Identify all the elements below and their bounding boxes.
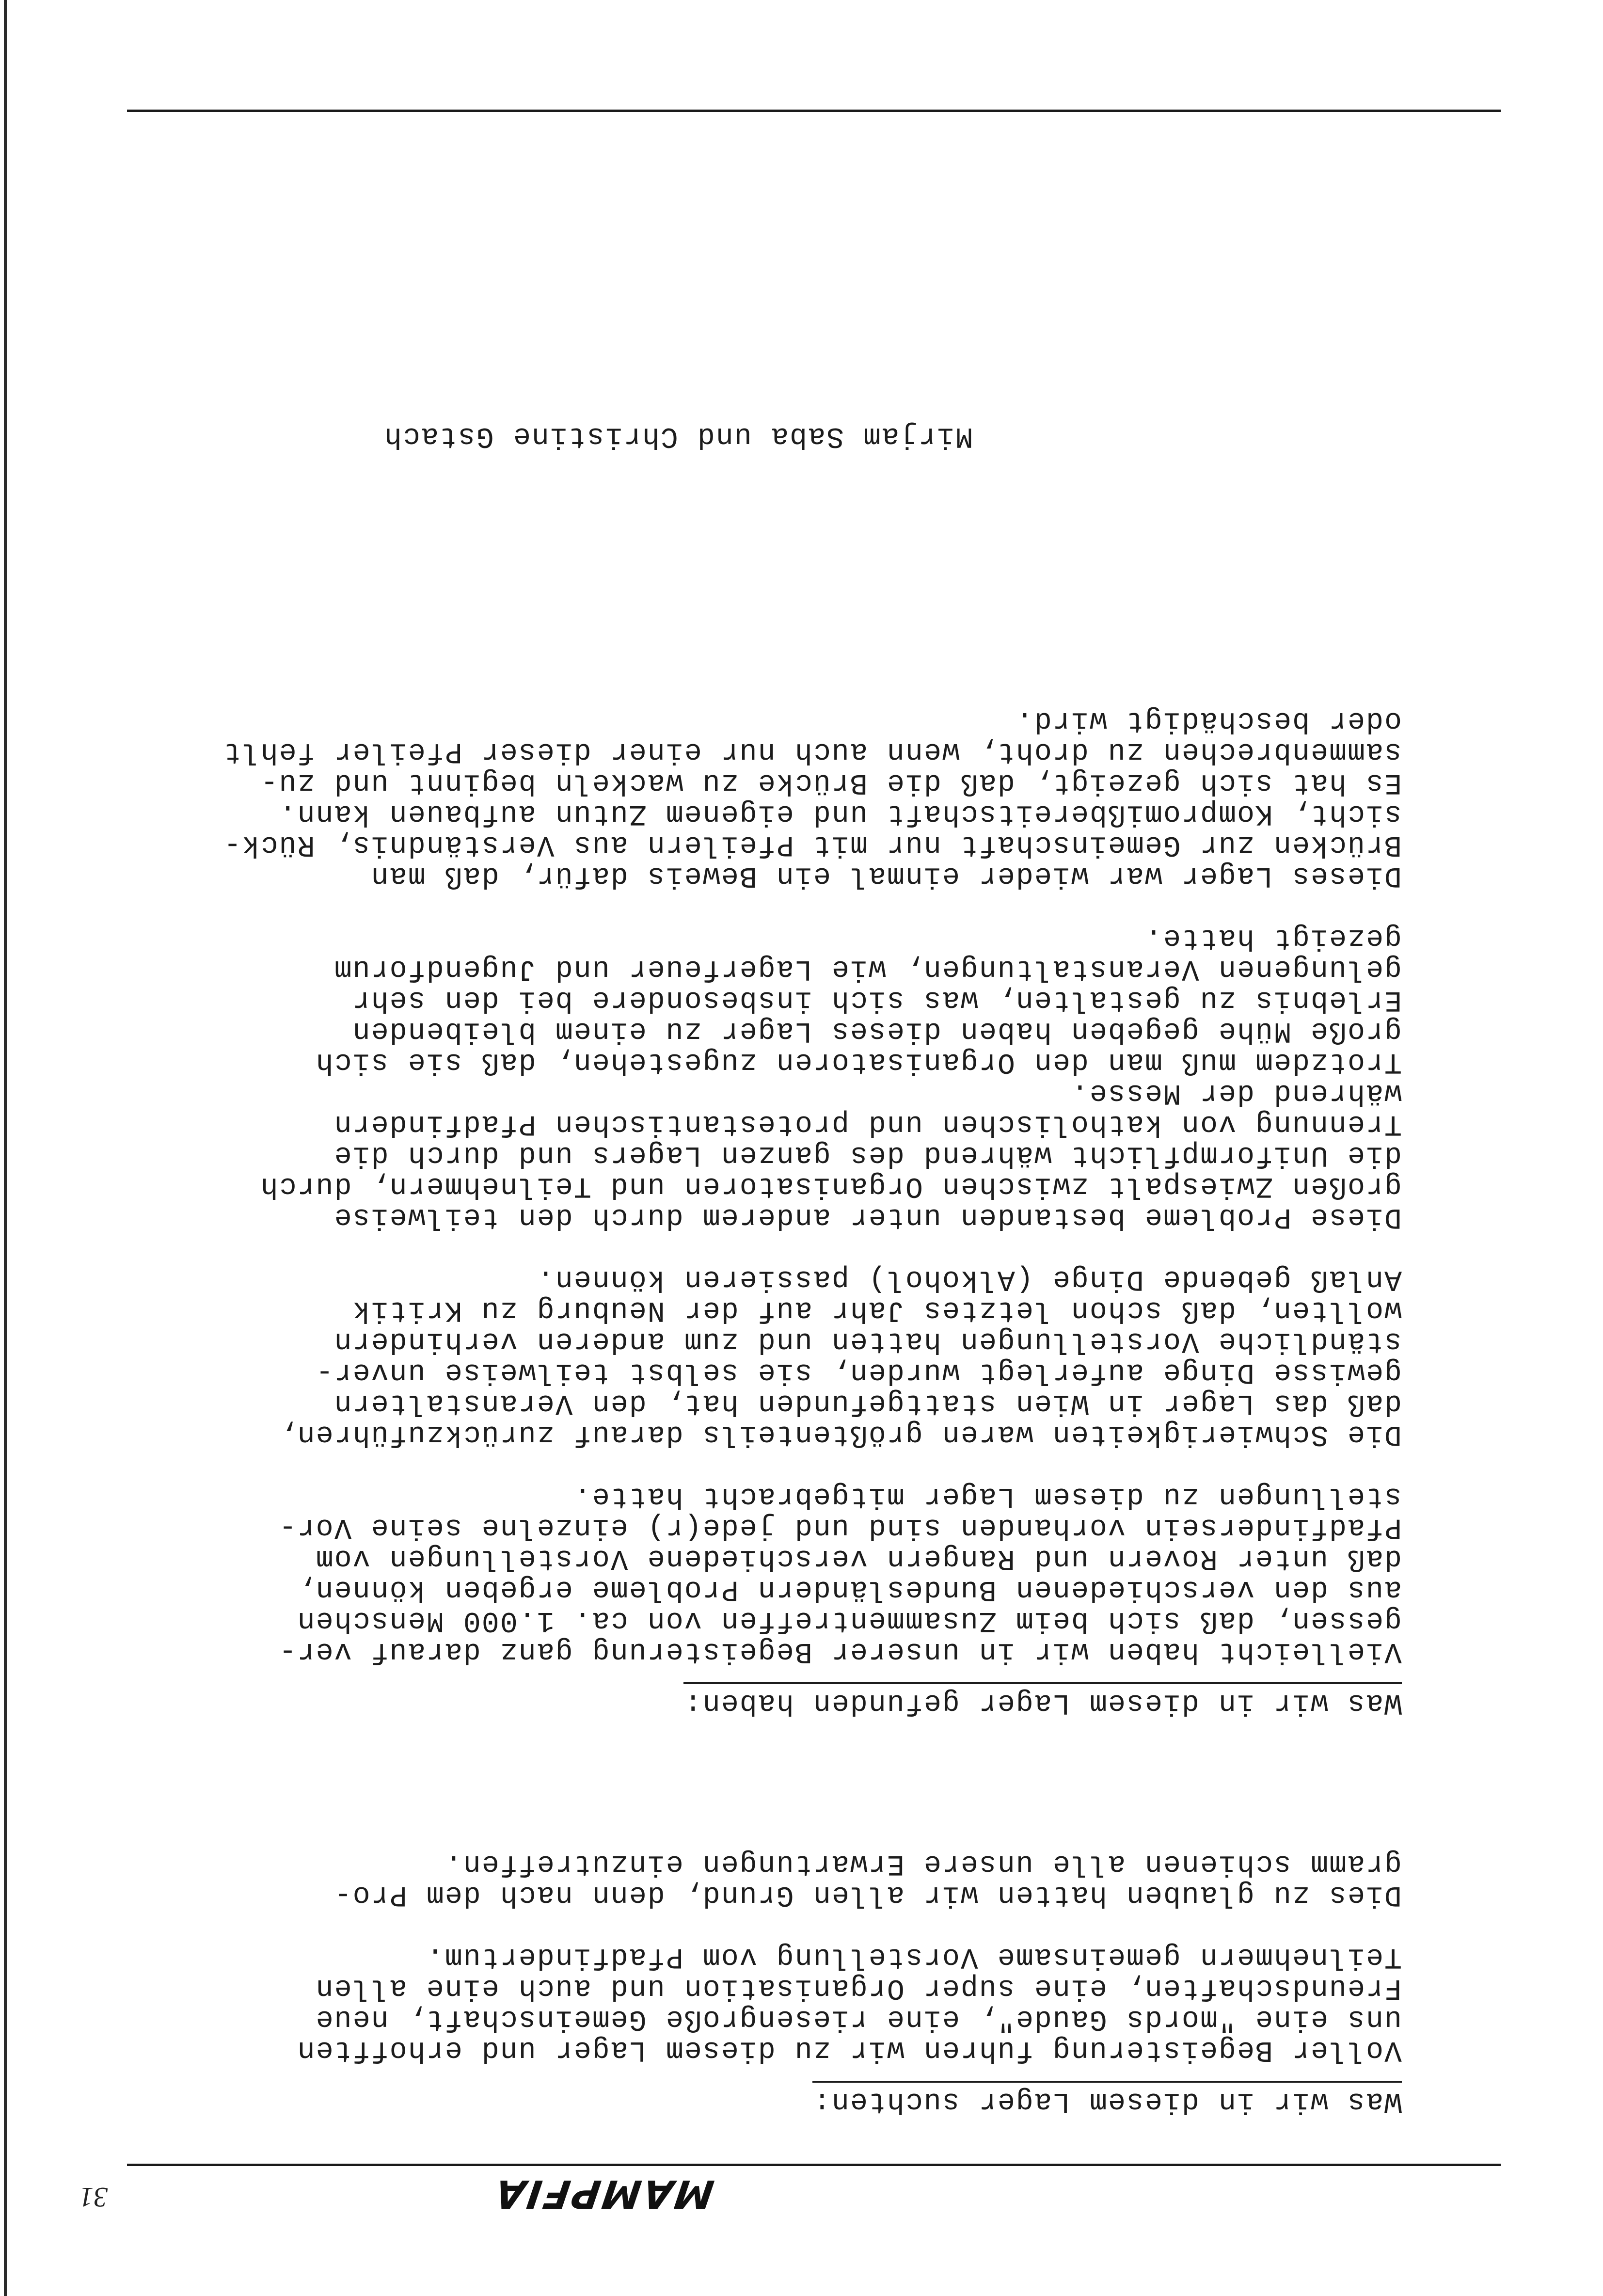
page-number: 31 bbox=[79, 2182, 108, 2213]
text-line: gelungenen Veranstaltungen, wie Lagerfeuer und Jugendforum bbox=[333, 952, 1402, 985]
paragraph bbox=[132, 1481, 1402, 1667]
text-line: Anlaß gebende Dinge (Alkohol) passieren können. bbox=[536, 1262, 1402, 1295]
text-line: daß unter Rovern und Rangern verschiedene Vorstellungen vom bbox=[315, 1542, 1402, 1575]
text-line: gezeigt hatte. bbox=[1143, 921, 1402, 954]
text-line: Es hat sich gezeigt, daß die Brücke zu wackeln beginnt und zu- bbox=[259, 766, 1402, 799]
text-line: Dies zu glauben hatten wir allen Grund, denn nach dem Pro- bbox=[333, 1878, 1402, 1911]
text-line: Freundschaften, eine super Organisation und auch eine allen bbox=[315, 1971, 1402, 2004]
text-line: aus den verschiedenen Bundesländern Probleme ergeben können, bbox=[296, 1573, 1402, 1606]
text-line: sammenbrechen zu droht, wenn auch nur einer dieser Pfeiler fehlt bbox=[222, 735, 1402, 768]
text-line: große Mühe gegeben haben dieses Lager zu einem bleibenden bbox=[351, 1014, 1402, 1047]
text-line: Brücken zur Gemeinschaft nur mit Pfeilern aus Verständnis, Rück- bbox=[222, 828, 1402, 861]
text-line: Teilnehmern gemeinsame Vorstellung vom Pfadfindertum. bbox=[425, 1940, 1402, 1973]
text-line: Pfadfindersein vorhanden sind und jede(r) einzelne seine Vor- bbox=[278, 1511, 1402, 1544]
text-line: wollten, daß schon letztes Jahr auf der Neuburg zu Kritik bbox=[351, 1293, 1402, 1326]
text-line: Trennung von katholischen und protestantischen Pfadfindern bbox=[333, 1107, 1402, 1140]
text-line: oder beschädigt wird. bbox=[1015, 704, 1402, 737]
text-line: während der Messe. bbox=[1070, 1076, 1402, 1109]
paragraph bbox=[132, 1848, 1402, 1910]
text-line: die Uniformpflicht während des ganzen Lagers und durch die bbox=[333, 1138, 1402, 1171]
scan-edge-shadow bbox=[4, 0, 7, 2296]
article-body bbox=[132, 674, 1402, 2117]
paragraph bbox=[132, 922, 1402, 1232]
section-what-we-found bbox=[132, 705, 1402, 1718]
section-heading: Was wir in diesem Lager suchten: bbox=[812, 2081, 1402, 2117]
text-line: Diese Probleme bestanden unter anderem durch den teilweise bbox=[333, 1200, 1402, 1233]
paragraph bbox=[132, 705, 1402, 891]
text-line: uns eine "mords Gaude", eine riesengroße Gemeinschaft, neue bbox=[315, 2002, 1402, 2035]
text-line: gewisse Dinge auferlegt wurden, sie selbst teilweise unver- bbox=[315, 1355, 1402, 1388]
text-line: gessen, daß sich beim Zusammentreffen von ca. 1.000 Menschen bbox=[296, 1604, 1402, 1637]
paragraph bbox=[132, 1263, 1402, 1450]
text-line: daß das Lager in Wien stattgefunden hat, den Veranstaltern bbox=[333, 1387, 1402, 1419]
text-line: Die Schwierigkeiten waren größtenteils darauf zurückzuführen, bbox=[278, 1418, 1402, 1451]
section-heading: Was wir in diesem Lager gefunden haben: bbox=[683, 1682, 1402, 1718]
magazine-logo: MAMPFIA bbox=[490, 2171, 717, 2216]
paragraph bbox=[132, 1941, 1402, 2065]
text-line: Dieses Lager war wieder einmal ein Beweis dafür, daß man bbox=[370, 859, 1402, 892]
text-line: Vielleicht haben wir in unserer Begeisterung ganz darauf ver- bbox=[278, 1635, 1402, 1668]
text-line: großen Zwiespalt zwischen Organisatoren und Teilnehmern, durch bbox=[259, 1169, 1402, 1202]
author-signature: Mirjam Saba und Christine Gstach bbox=[383, 419, 973, 452]
footer-rule bbox=[127, 110, 1501, 112]
section-what-we-sought bbox=[132, 1848, 1402, 2117]
text-line: Erlebnis zu gestalten, was sich insbesondere bei den sehr bbox=[351, 983, 1402, 1016]
header-rule bbox=[127, 2164, 1501, 2166]
text-line: stellungen zu diesem Lager mitgebracht hatte. bbox=[572, 1480, 1402, 1513]
text-line: ständliche Vorstellungen hatten und zum anderen verhindern bbox=[333, 1324, 1402, 1357]
text-line: Voller Begeisterung fuhren wir zu diesem Lager und erhofften bbox=[296, 2033, 1402, 2066]
text-line: gramm schienen alle unsere Erwartungen einzutreffen. bbox=[444, 1847, 1402, 1880]
text-line: Trotzdem muß man den Organisatoren zugestehen, daß sie sich bbox=[315, 1045, 1402, 1078]
page-header bbox=[79, 2171, 1499, 2262]
text-line: sicht, Kompromißbereitschaft und eigenem Zutun aufbauen kann. bbox=[278, 797, 1402, 830]
